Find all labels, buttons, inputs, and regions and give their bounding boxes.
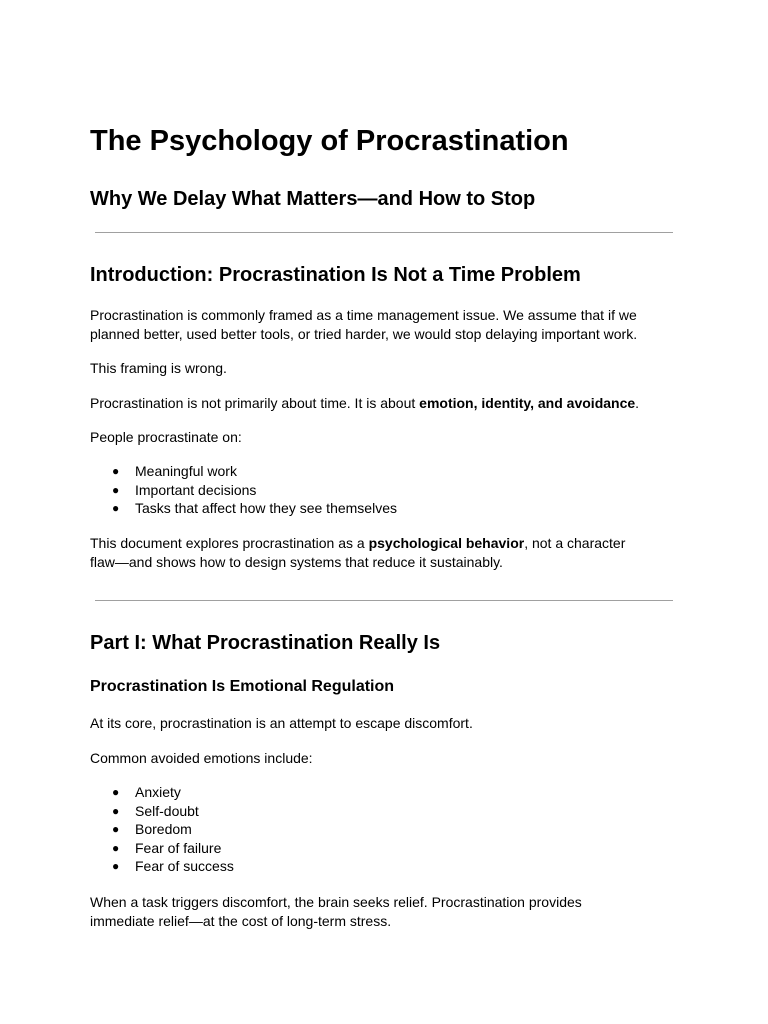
intro-bullet-list: [90, 462, 397, 518]
list-item-text: Anxiety: [135, 784, 181, 800]
intro-heading: Introduction: Procrastination Is Not a Time Problem: [90, 264, 581, 286]
horizontal-divider: [95, 232, 673, 233]
intro-paragraph-5: [90, 534, 650, 572]
list-item-text: Self-doubt: [135, 802, 199, 819]
document-title: The Psychology of Procrastination: [90, 125, 569, 157]
bullet-icon: ●: [112, 482, 120, 497]
intro-paragraph-3: [90, 394, 650, 413]
intro-paragraph-5-text: This document explores procrastination as a: [90, 535, 369, 551]
bullet-icon: ●: [112, 501, 120, 515]
bullet-icon: ●: [112, 822, 120, 836]
list-item-text: Fear of success: [135, 858, 234, 874]
list-item: [90, 783, 234, 802]
bullet-icon: ●: [112, 803, 120, 818]
bullet-icon: ●: [112, 785, 120, 799]
part1-paragraph-1: At its core, procrastination is an attempt to escape discomfort.: [90, 715, 473, 731]
intro-paragraph-2: This framing is wrong.: [90, 360, 227, 376]
document-subtitle: Why We Delay What Matters—and How to Stop: [90, 188, 536, 210]
bullet-icon: ●: [112, 859, 120, 873]
bullet-icon: ●: [112, 464, 120, 478]
bullet-icon: ●: [112, 840, 120, 855]
list-item: [90, 820, 234, 839]
intro-paragraph-3-end: .: [635, 395, 640, 411]
list-item-text: Tasks that affect how they see themselves: [135, 500, 397, 516]
part1-subheading: Procrastination Is Emotional Regulation: [90, 678, 395, 695]
list-item-text: Meaningful work: [135, 463, 237, 479]
intro-paragraph-1: Procrastination is commonly framed as a time management issue. We assume that if we planned better, used better tools, or tried harder, we would stop delaying important work.: [90, 307, 638, 342]
part1-heading: Part I: What Procrastination Really Is: [90, 632, 441, 654]
part1-paragraph-3: When a task triggers discomfort, the brain seeks relief. Procrastination provides immediate relief—at the cost of long-term stress.: [90, 894, 582, 929]
list-item: [90, 802, 234, 821]
horizontal-divider: [95, 600, 673, 601]
list-item-text: Important decisions: [135, 481, 257, 498]
list-item-text: Boredom: [135, 821, 192, 837]
list-item: [90, 839, 234, 858]
list-item: [90, 462, 397, 481]
list-item-text: Fear of failure: [135, 839, 222, 856]
part1-paragraph-2: Common avoided emotions include:: [90, 750, 313, 766]
intro-paragraph-4: People procrastinate on:: [90, 429, 242, 445]
list-item: [90, 857, 234, 876]
intro-paragraph-5-end: , not a character flaw—and shows how to design systems that reduce it sustainably.: [90, 535, 626, 570]
list-item: [90, 481, 397, 500]
part1-bullet-list: [90, 783, 234, 876]
intro-paragraph-5-emphasis: psychological behavior: [368, 535, 525, 551]
intro-paragraph-3-text: Procrastination is not primarily about time. It is about: [90, 395, 420, 411]
list-item: [90, 499, 397, 518]
intro-paragraph-3-emphasis: emotion, identity, and avoidance: [419, 395, 636, 411]
